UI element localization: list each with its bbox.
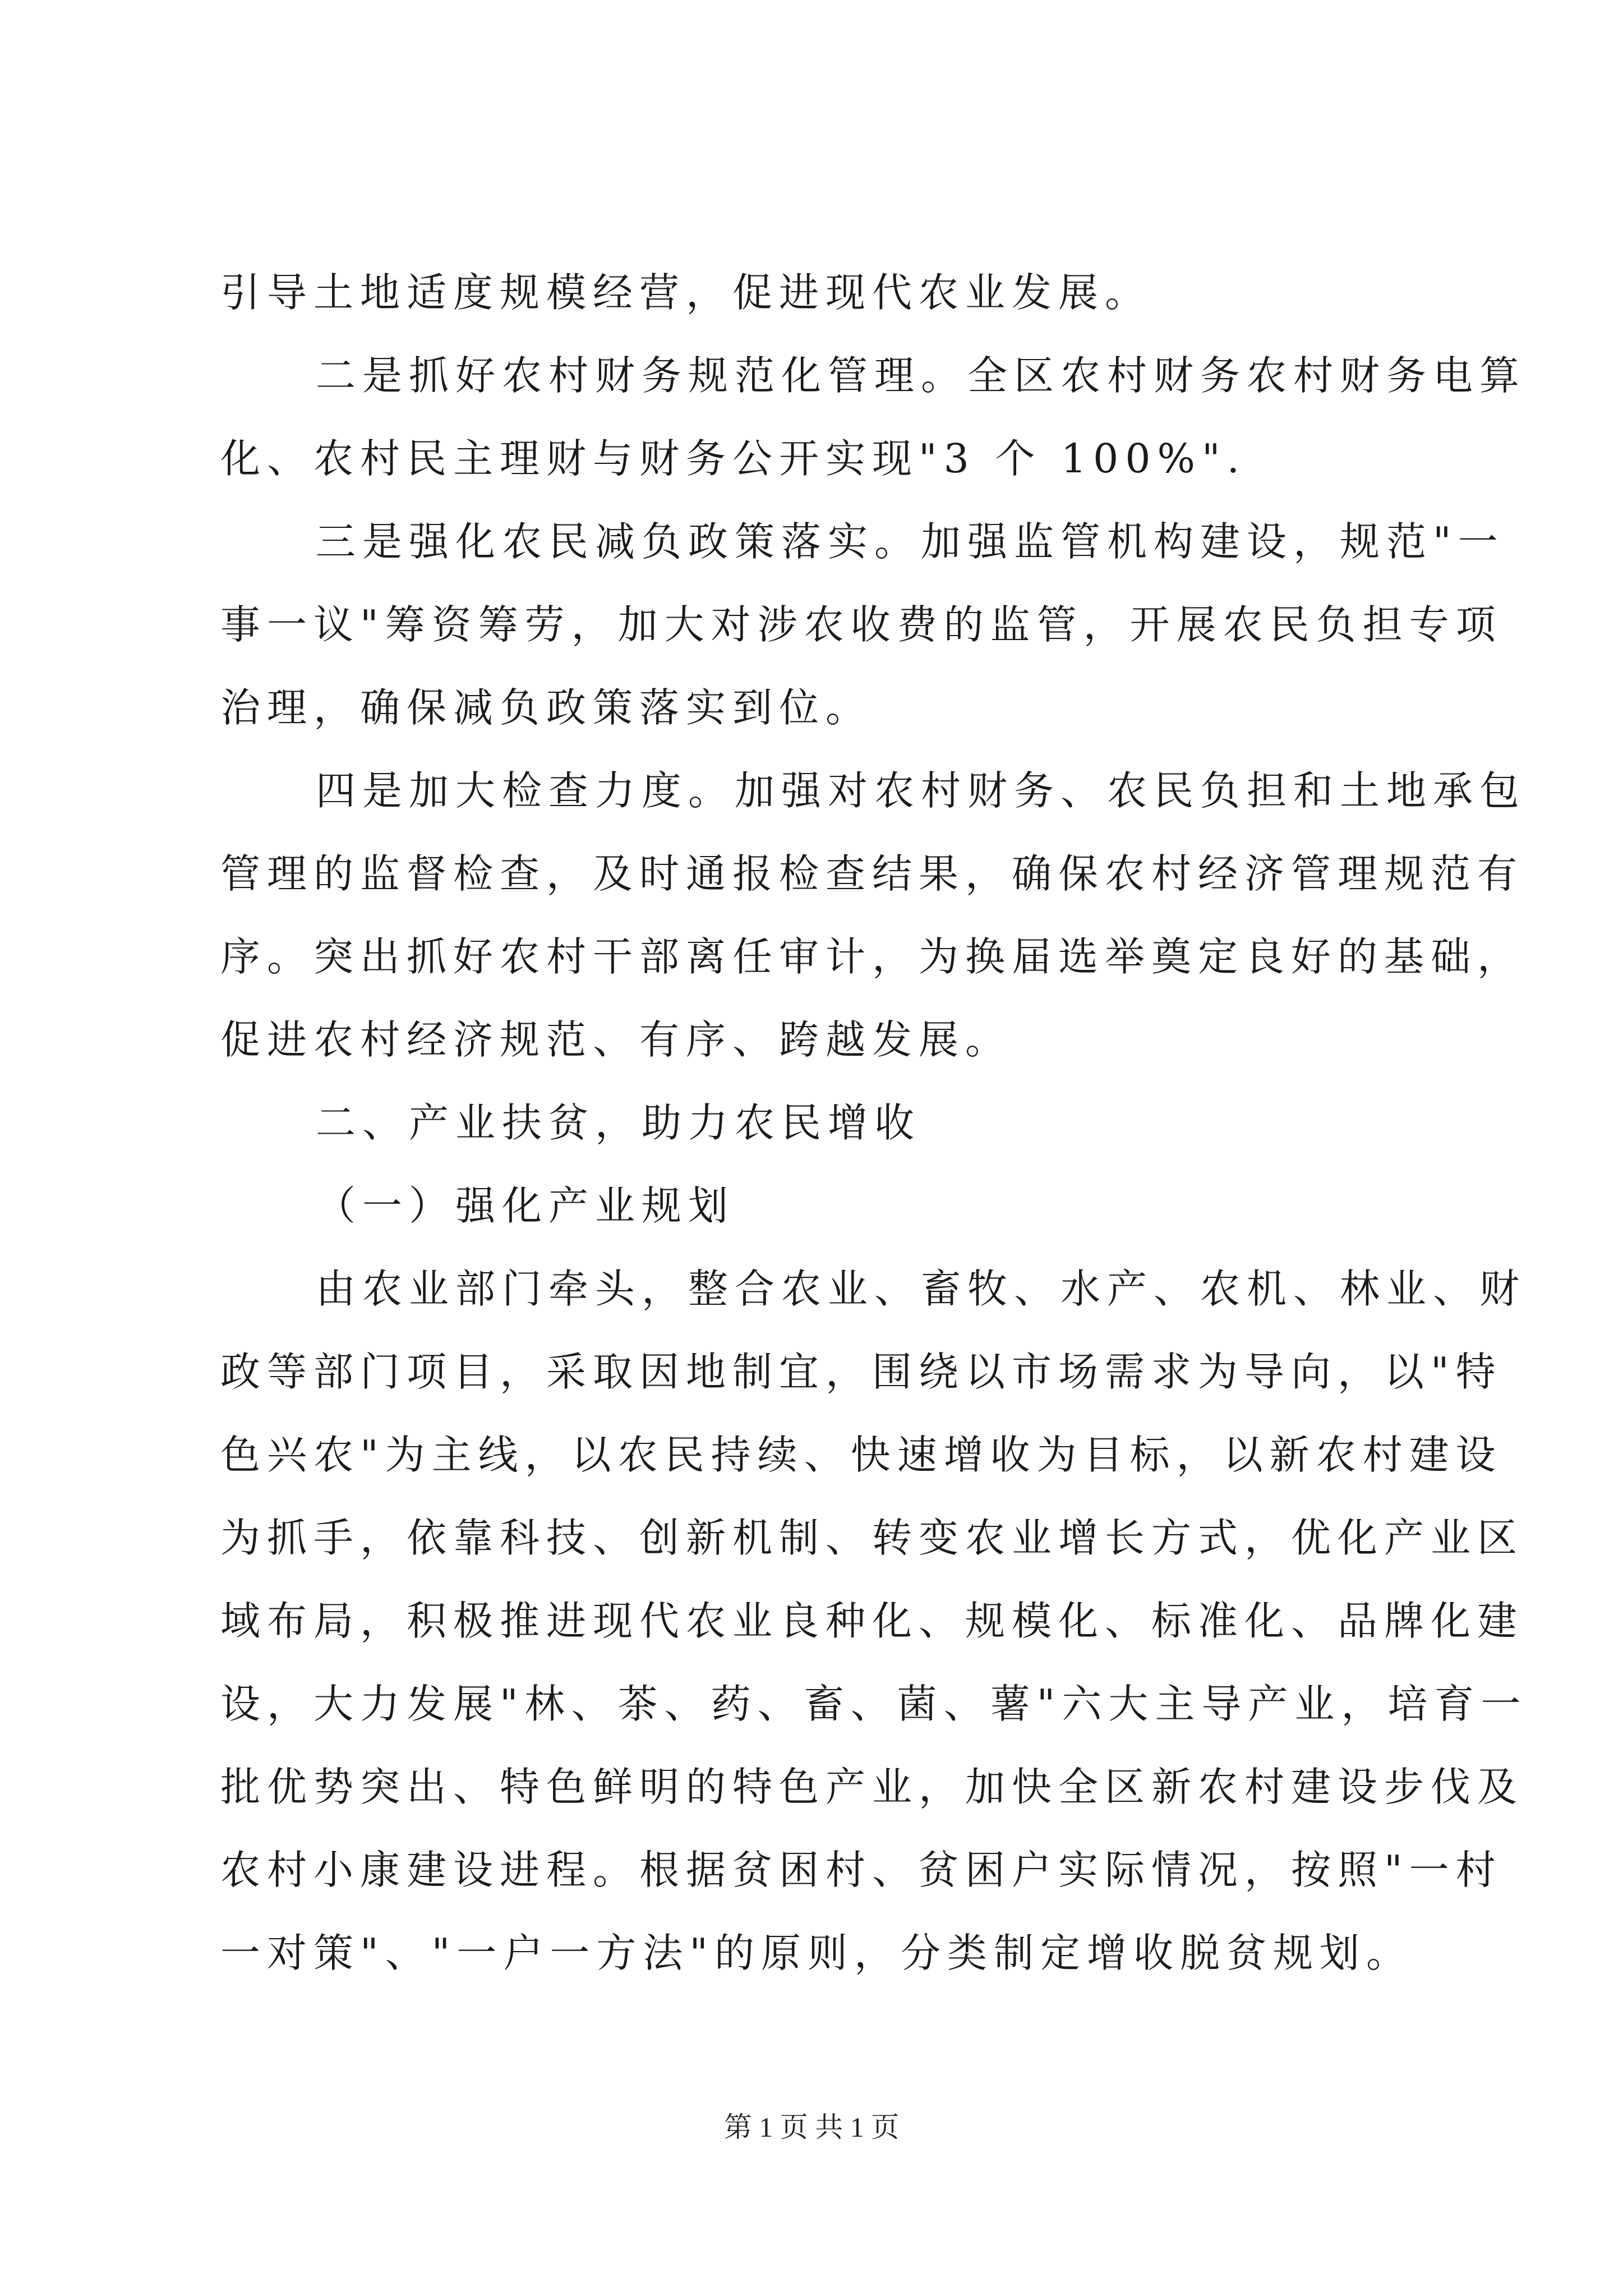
text-line: 管理的监督检查，及时通报检查结果，确保农村经济管理规范有 <box>220 850 1524 897</box>
text-line: 序。突出抓好农村干部离任审计，为换届选举奠定良好的基础， <box>220 933 1524 980</box>
page-footer: 第 1 页 共 1 页 <box>723 2111 900 2143</box>
text-line: 为抓手，依靠科技、创新机制、转变农业增长方式，优化产业区 <box>220 1515 1524 1561</box>
text-line: 一对策"、"一户一方法"的原则，分类制定增收脱贫规划。 <box>220 1930 1413 1976</box>
document-body <box>220 251 1528 1995</box>
text-line: 设，大力发展"林、茶、药、畜、菌、薯"六大主导产业，培育一 <box>220 1681 1528 1727</box>
text-line: 域布局，积极推进现代农业良种化、规模化、标准化、品牌化建 <box>220 1598 1524 1644</box>
subsection-heading: （一）强化产业规划 <box>316 1182 735 1229</box>
text-line: 治理，确保减负政策落实到位。 <box>220 684 873 731</box>
text-line: 农村小康建设进程。根据贫困村、贫困户实际情况，按照"一村 <box>220 1847 1502 1893</box>
text-line: 事一议"筹资筹劳，加大对涉农收费的监管，开展农民负担专项 <box>220 601 1502 648</box>
paragraph-line: 四是加大检查力度。加强对农村财务、农民负担和土地承包 <box>316 767 1527 814</box>
text-line: 引导土地适度规模经营，促进现代农业发展。 <box>220 269 1152 316</box>
text-line: 批优势突出、特色鲜明的特色产业，加快全区新农村建设步伐及 <box>220 1764 1524 1810</box>
paragraph-line: 二是抓好农村财务规范化管理。全区农村财务农村财务电算 <box>316 352 1527 399</box>
paragraph-line: 由农业部门牵头，整合农业、畜牧、水产、农机、林业、财 <box>316 1266 1527 1312</box>
text-line: 政等部门项目，采取因地制宜，围绕以市场需求为导向，以"特 <box>220 1349 1502 1395</box>
text-line: 色兴农"为主线，以农民持续、快速增收为目标，以新农村建设 <box>220 1432 1502 1478</box>
paragraph-line: 三是强化农民减负政策落实。加强监管机构建设，规范"一 <box>316 518 1505 565</box>
section-heading: 二、产业扶贫，助力农民增收 <box>316 1099 921 1146</box>
text-line: 促进农村经济规范、有序、跨越发展。 <box>220 1016 1012 1063</box>
text-line: 化、农村民主理财与财务公开实现"3 个 100%". <box>220 435 1247 482</box>
